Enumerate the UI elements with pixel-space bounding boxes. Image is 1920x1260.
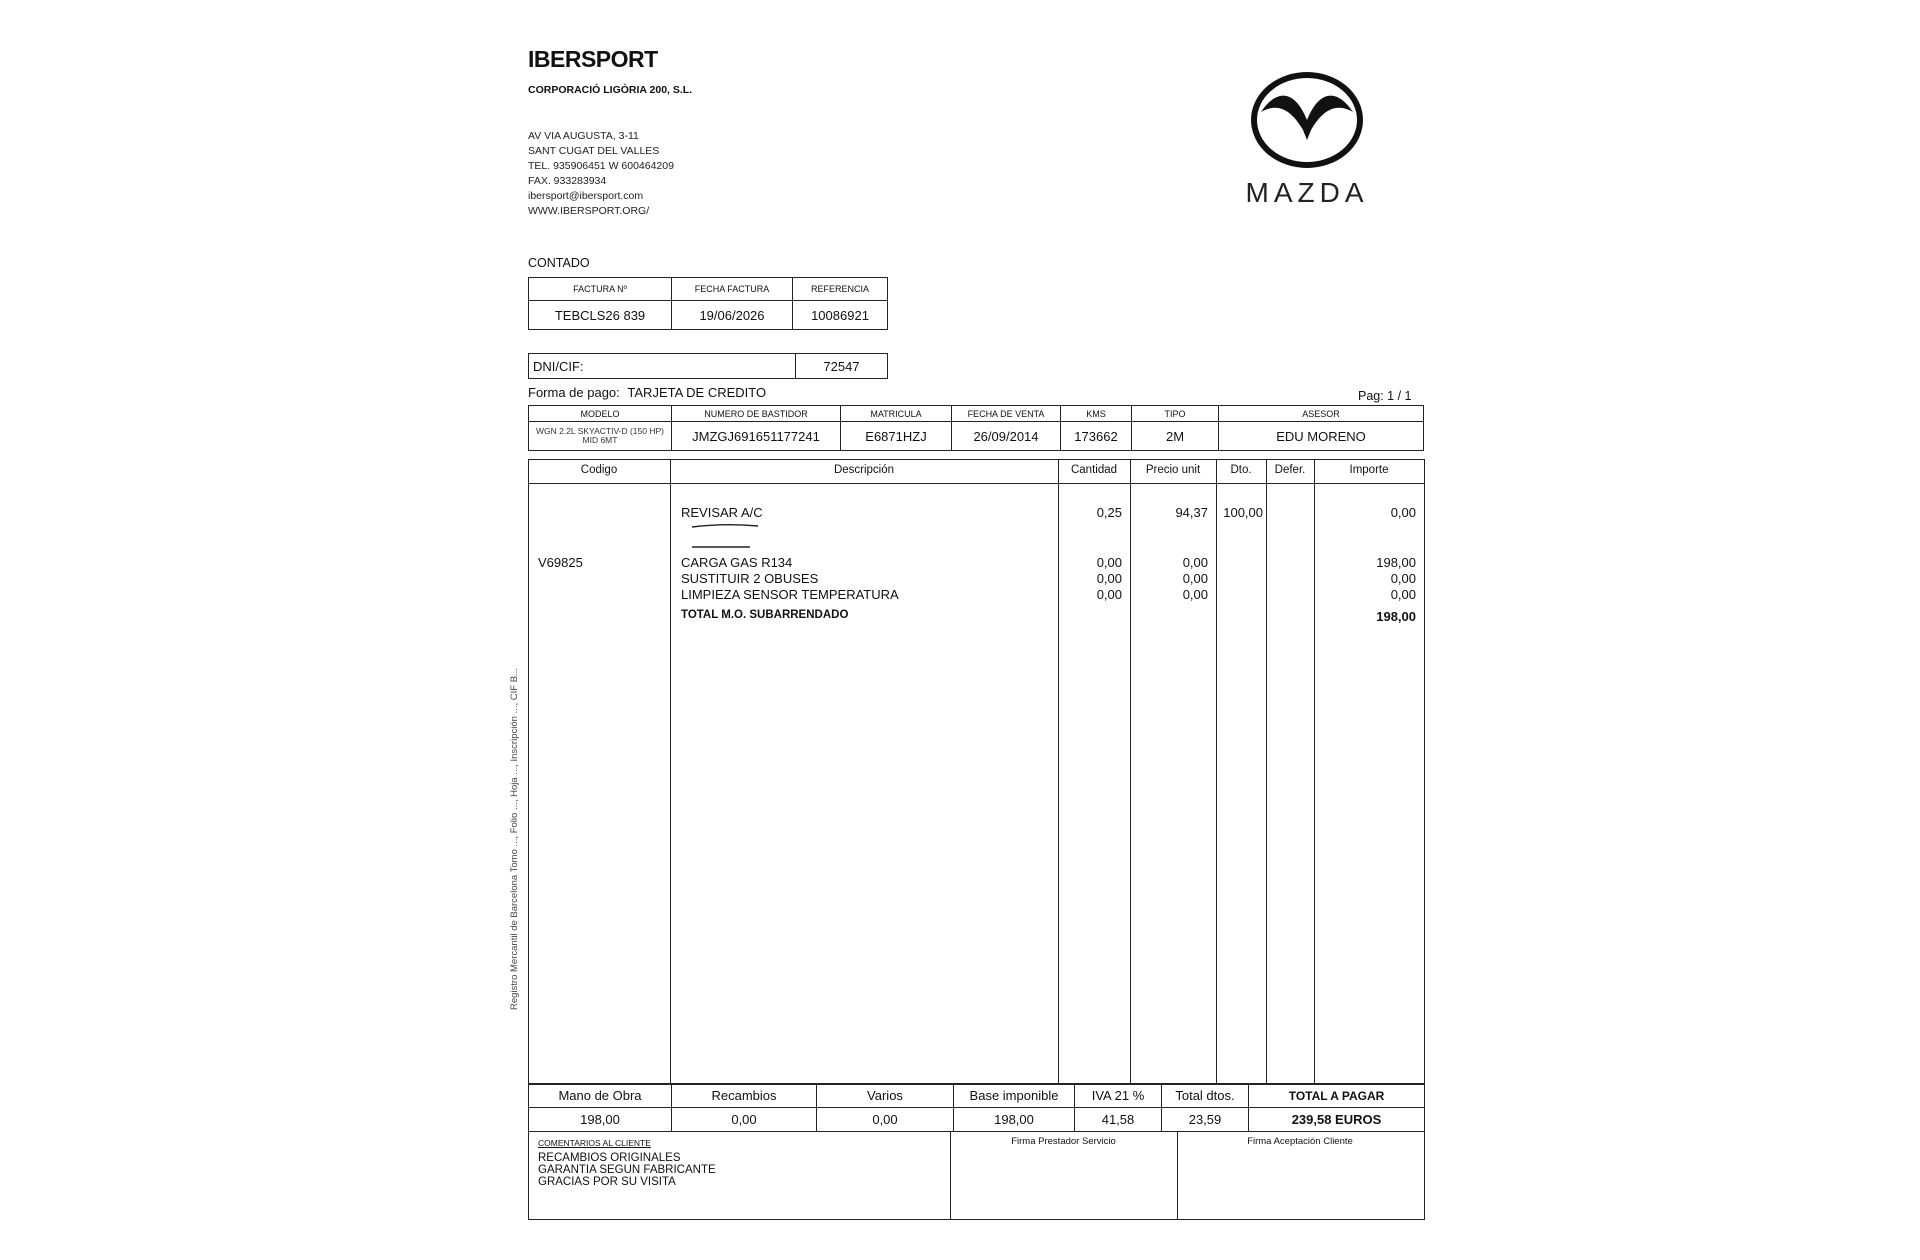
line-discount: 100,00: [1223, 505, 1263, 520]
totals-header: Mano de Obra: [529, 1084, 672, 1108]
total-vat: 41,58: [1075, 1108, 1162, 1132]
company-legal-name: CORPORACIÓ LIGÒRIA 200, S.L.: [528, 84, 693, 96]
invoice-date-label: FECHA FACTURA: [672, 278, 793, 301]
dni-value: 72547: [796, 354, 888, 379]
line-code: V69825: [538, 555, 583, 570]
line-items-frame: [528, 459, 1425, 1085]
comment-line: RECAMBIOS ORIGINALES: [538, 1152, 681, 1164]
line-amount: 0,00: [1390, 505, 1416, 520]
column-header-deferred: Defer.: [1274, 464, 1306, 476]
line-amount: 0,00: [1390, 587, 1416, 602]
column-header-quantity: Cantidad: [1070, 464, 1118, 476]
vehicle-type: 2M: [1132, 422, 1219, 451]
company-name: IBERSPORT: [528, 46, 658, 72]
line-description: SUSTITUIR 2 OBUSES: [681, 571, 819, 586]
invoice-reference: 10086921: [793, 301, 888, 330]
column-divider: [1058, 459, 1059, 1084]
total-labor: 198,00: [529, 1108, 672, 1132]
invoice-info-table: [528, 277, 888, 330]
total-parts: 0,00: [672, 1108, 817, 1132]
mazda-logo-icon: [1247, 70, 1367, 170]
line-unit-price: 94,37: [1175, 505, 1208, 520]
page-number: Pag: 1 / 1: [1358, 389, 1412, 403]
line-description: CARGA GAS R134: [681, 555, 793, 570]
vehicle-advisor: EDU MORENO: [1219, 422, 1424, 451]
address-line: FAX. 933283934: [528, 175, 607, 187]
subtotal-value: 198,00: [1376, 609, 1416, 624]
totals-table: [528, 1083, 1425, 1132]
line-amount: 0,00: [1390, 571, 1416, 586]
registry-side-text: Registro Mercantil de Barcelona Tomo ..., Folio ..., Hoja ..., Inscripción ..., CIF B...: [509, 668, 520, 1010]
handwritten-underline: [690, 544, 752, 550]
line-unit-price: 0,00: [1182, 571, 1208, 586]
payment-status: CONTADO: [528, 256, 590, 270]
handwritten-underline: [690, 522, 760, 530]
address-line: WWW.IBERSPORT.ORG/: [528, 205, 650, 217]
vehicle-model: WGN 2.2L SKYACTIV-D (150 HP) MID 6MT: [529, 422, 672, 451]
vehicle-kms: 173662: [1061, 422, 1132, 451]
vehicle-vin: JMZGJ691651177241: [672, 422, 841, 451]
line-description: REVISAR A/C: [681, 505, 763, 520]
payment-method: [528, 385, 766, 400]
address-line: SANT CUGAT DEL VALLES: [528, 145, 660, 157]
brand-logo: [1232, 70, 1382, 209]
total-to-pay: 239,58 EUROS: [1249, 1108, 1425, 1132]
vehicle-header: KMS: [1061, 406, 1132, 422]
address-line: TEL. 935906451 W 600464209: [528, 160, 674, 172]
line-quantity: 0,00: [1096, 587, 1122, 602]
column-header-code: Codigo: [580, 464, 618, 476]
invoice-reference-label: REFERENCIA: [793, 278, 888, 301]
vehicle-header: MATRICULA: [841, 406, 952, 422]
vehicle-header: MODELO: [529, 406, 672, 422]
address-line: ibersport@ibersport.com: [528, 190, 644, 202]
totals-header: Total dtos.: [1162, 1084, 1249, 1108]
subtotal-label: TOTAL M.O. SUBARRENDADO: [681, 609, 849, 621]
provider-signature-label: Firma Prestador Servicio: [1011, 1136, 1116, 1147]
comment-line: GARANTIA SEGUN FABRICANTE: [538, 1164, 716, 1176]
totals-header: Recambios: [672, 1084, 817, 1108]
column-header-unit-price: Precio unit: [1145, 464, 1201, 476]
column-header-description: Descripción: [833, 464, 895, 476]
comment-line: GRACIAS POR SU VISITA: [538, 1176, 676, 1188]
vehicle-plate: E6871HZJ: [841, 422, 952, 451]
totals-header-total: TOTAL A PAGAR: [1249, 1084, 1425, 1108]
brand-logo-text: MAZDA: [1245, 177, 1369, 208]
invoice-date: 19/06/2026: [672, 301, 793, 330]
payment-method-label: Forma de pago:: [528, 385, 620, 400]
line-quantity: 0,00: [1096, 571, 1122, 586]
totals-header: IVA 21 %: [1075, 1084, 1162, 1108]
total-taxable-base: 198,00: [954, 1108, 1075, 1132]
payment-method-value: TARJETA DE CREDITO: [627, 385, 767, 400]
vehicle-header: NUMERO DE BASTIDOR: [672, 406, 841, 422]
vehicle-table: [528, 405, 1424, 451]
column-divider: [1216, 459, 1217, 1084]
invoice-number-label: FACTURA Nº: [529, 278, 672, 301]
column-header-discount: Dto.: [1230, 464, 1252, 476]
invoice-number: TEBCLS26 839: [529, 301, 672, 330]
column-header-amount: Importe: [1349, 464, 1389, 476]
line-unit-price: 0,00: [1182, 587, 1208, 602]
dni-label: DNI/CIF:: [529, 354, 796, 379]
column-divider: [1314, 459, 1315, 1084]
column-divider: [1130, 459, 1131, 1084]
line-amount: 198,00: [1376, 555, 1416, 570]
line-quantity: 0,00: [1096, 555, 1122, 570]
dni-table: [528, 353, 888, 379]
vehicle-header: ASESOR: [1219, 406, 1424, 422]
client-signature-label: Firma Aceptación Cliente: [1247, 1136, 1353, 1147]
vehicle-header: TIPO: [1132, 406, 1219, 422]
total-misc: 0,00: [817, 1108, 954, 1132]
line-quantity: 0,25: [1096, 505, 1122, 520]
vehicle-header: FECHA DE VENTA: [952, 406, 1061, 422]
line-description: LIMPIEZA SENSOR TEMPERATURA: [681, 587, 899, 602]
column-divider: [670, 459, 671, 1084]
vehicle-sale-date: 26/09/2014: [952, 422, 1061, 451]
totals-header: Base imponible: [954, 1084, 1075, 1108]
totals-header: Varios: [817, 1084, 954, 1108]
column-divider: [1266, 459, 1267, 1084]
line-unit-price: 0,00: [1182, 555, 1208, 570]
comments-label: COMENTARIOS AL CLIENTE: [538, 1138, 651, 1148]
address-line: AV VIA AUGUSTA, 3-11: [528, 130, 639, 142]
total-discounts: 23,59: [1162, 1108, 1249, 1132]
